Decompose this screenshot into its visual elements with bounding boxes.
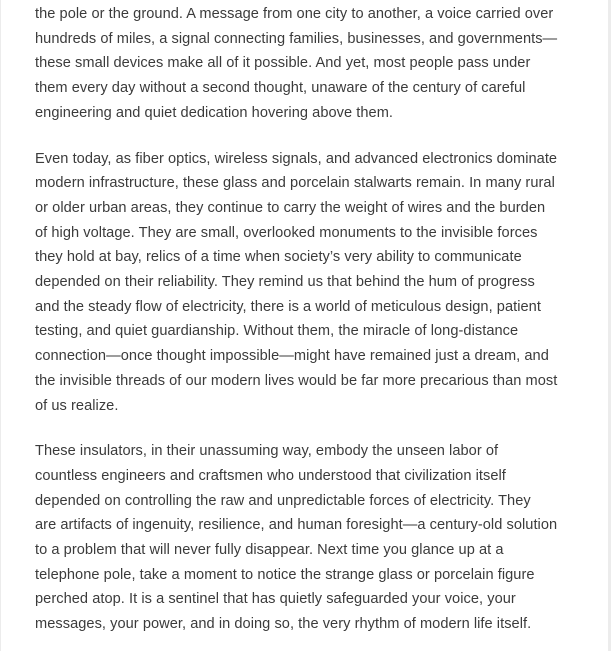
text-line: are artifacts of ingenuity, resilience, and human foresight—a century-old solution (35, 517, 558, 534)
text-line: or older urban areas, they continue to carry the weight of wires and the burden (35, 199, 546, 216)
paragraph-3 (35, 439, 580, 637)
text-line: engineering and quiet dedication hovering above them. (35, 104, 394, 121)
text-line: of us realize. (35, 397, 119, 414)
text-line: them every day without a second thought, unaware of the century of careful (35, 80, 526, 97)
paragraph-1 (35, 2, 580, 126)
text-line: of high voltage. They are small, overlooked monuments to the invisible forces (35, 224, 538, 241)
text-line: testing, and quiet guardianship. Without them, the miracle of long-distance (35, 323, 519, 340)
text-line: modern infrastructure, these glass and porcelain stalwarts remain. In many rural (35, 175, 555, 192)
text-line: hundreds of miles, a signal connecting families, businesses, and governments— (35, 30, 558, 47)
text-line: connection—once thought impossible—might have remained just a dream, and (35, 348, 549, 365)
text-line: the pole or the ground. A message from one city to another, a voice carried over (35, 6, 554, 22)
left-border (0, 0, 1, 651)
text-line: depended on controlling the raw and unpredictable forces of electricity. They (35, 492, 531, 509)
text-line: depended on their reliability. They remind us that behind the hum of progress (35, 274, 535, 291)
text-line: These insulators, in their unassuming way, embody the unseen labor of (35, 443, 499, 460)
text-line: perched atop. It is a sentinel that has quietly safeguarded your voice, your (35, 591, 516, 608)
text-line: the invisible threads of our modern lives would be far more precarious than most (35, 372, 558, 389)
text-line: they hold at bay, relics of a time when society’s very ability to communicate (35, 249, 522, 266)
text-line: Even today, as fiber optics, wireless signals, and advanced electronics dominate (35, 150, 558, 167)
article-body (35, 2, 580, 658)
text-line: to a problem that will never fully disappear. Next time you glance up at a (35, 542, 504, 559)
text-line: and the steady flow of electricity, there is a world of meticulous design, patient (35, 298, 541, 315)
text-line: countless engineers and craftsmen who understood that civilization itself (35, 467, 506, 484)
text-line: messages, your power, and in doing so, the very rhythm of modern life itself. (35, 616, 532, 633)
text-line: these small devices make all of it possible. And yet, most people pass under (35, 55, 531, 72)
text-line: telephone pole, take a moment to notice the strange glass or porcelain figure (35, 566, 535, 583)
paragraph-2 (35, 147, 580, 419)
